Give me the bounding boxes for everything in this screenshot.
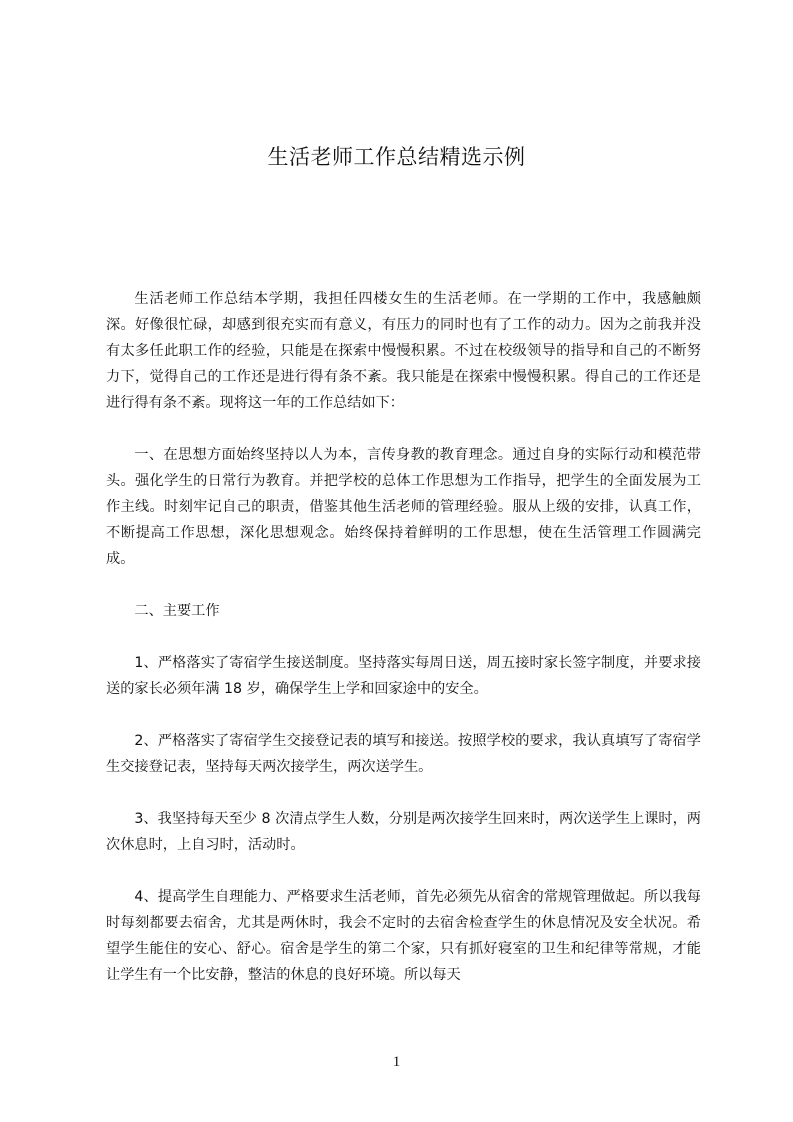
paragraph-gap xyxy=(106,416,701,442)
page-number: 1 xyxy=(392,1054,401,1070)
work-item-4: 4、提高学生自理能力、严格要求生活老师，首先必须先从宿舍的常规管理做起。所以我每时每刻都要去宿舍，尤其是两休时，我会不定时的去宿舍检查学生的休息情况及安全状况。希望学生能住的安心、舒心。宿舍是学生的第二个家，只有抓好寝室的卫生和纪律等常规，才能让学生有一个比安静，整洁的休息的良好环境。所以每天 xyxy=(106,889,701,983)
paragraph-gap xyxy=(106,624,701,650)
intro-paragraph: 生活老师工作总结本学期，我担任四楼女生的生活老师。在一学期的工作中，我感触颇深。好像很忙碌，却感到很充实而有意义，有压力的同时也有了工作的动力。因为之前我并没有太多任此职工作的经验，只能是在探索中慢慢积累。不过在校级领导的指导和自己的不断努力下，觉得自己的工作还是进行得有条不紊。我只能是在探索中慢慢积累。得自己的工作还是进行得有条不紊。现将这一年的工作总结如下： xyxy=(106,291,701,411)
document-title: 生活老师工作总结精选示例 xyxy=(267,145,526,169)
document-body xyxy=(106,286,701,988)
section-1-paragraph: 一、在思想方面始终坚持以人为本，言传身教的教育理念。通过自身的实际行动和模范带头。强化学生的日常行为教育。并把学校的总体工作思想为工作指导，把学生的全面发展为工作主线。时刻牢记自己的职责，借鉴其他生活老师的管理经验。服从上级的安排，认真工作，不断提高工作思想，深化思想观念。始终保持着鲜明的工作思想，使在生活管理工作圆满完成。 xyxy=(106,447,701,567)
paragraph-gap xyxy=(106,780,701,806)
paragraph-gap xyxy=(106,858,701,884)
paragraph-gap xyxy=(106,572,701,598)
work-item-1: 1、严格落实了寄宿学生接送制度。坚持落实每周日送，周五接时家长签字制度，并要求接送的家长必须年满 18 岁，确保学生上学和回家途中的安全。 xyxy=(106,655,701,697)
work-item-2: 2、严格落实了寄宿学生交接登记表的填写和接送。按照学校的要求，我认真填写了寄宿学生交接登记表，坚持每天两次接学生，两次送学生。 xyxy=(106,733,701,775)
work-item-3: 3、我坚持每天至少 8 次清点学生人数，分别是两次接学生回来时，两次送学生上课时，两次休息时，上自习时，活动时。 xyxy=(106,811,701,853)
section-2-heading: 二、主要工作 xyxy=(134,603,220,619)
paragraph-gap xyxy=(106,702,701,728)
